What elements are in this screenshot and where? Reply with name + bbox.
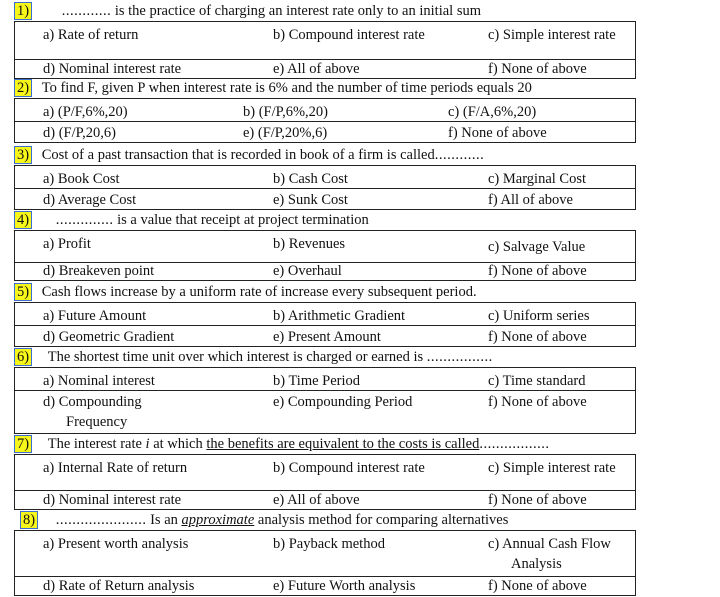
option: a) Future Amount [43,308,147,324]
option: b) Time Period [273,373,361,389]
question-number: 5) [14,283,32,301]
option: e) Present Amount [273,329,381,345]
blank: ................ [426,349,493,365]
options-row [14,258,636,281]
option: f) None of above [488,61,587,77]
question-1 [14,2,710,20]
option: f) None of above [448,125,547,141]
question-number: 8) [20,511,38,529]
options-row [14,324,636,347]
question-text: analysis method for comparing alternatives [254,512,509,528]
question-number: 2) [14,79,32,97]
blank: ............ [61,3,112,19]
option: b) (F/P,6%,20) [243,104,328,120]
question-3 [14,146,710,164]
option: d) Average Cost [43,192,137,208]
question-text: The interest rate [47,436,146,452]
option: c) Time standard [488,373,586,389]
option: a) Profit [43,236,91,252]
options-row [14,120,636,143]
question-6 [14,348,710,366]
question-text-italic: i [145,436,150,452]
options-row [14,454,636,491]
options-row [14,56,636,79]
option: b) Revenues [273,236,346,252]
option: e) Future Worth analysis [273,578,416,594]
option [460,531,635,576]
option: b) Payback method [273,536,385,552]
options-row [14,98,636,122]
question-number: 7) [14,435,32,453]
question-5 [14,283,710,301]
option: d) Rate of Return analysis [43,578,195,594]
question-number: 1) [14,2,32,20]
option: d) Nominal interest rate [43,492,182,508]
question-2 [14,79,710,97]
option: c) Salvage Value [488,239,586,255]
options-row [14,487,636,510]
option: f) None of above [488,263,587,279]
option-line: d) Compounding [43,394,142,410]
option: f) All of above [488,192,573,208]
option: e) All of above [273,61,360,77]
option: f) None of above [488,394,587,410]
option: b) Compound interest rate [273,27,425,43]
option: e) Sunk Cost [273,192,348,208]
option: e) Compounding Period [273,394,413,410]
question-number: 4) [14,211,32,229]
question-text: To find F, given P when interest rate is 6% and the number of time periods equals 20 [41,80,532,96]
option: b) Cash Cost [273,171,348,187]
question-text-emphasis: approximate [181,512,255,528]
option: d) (F/P,20,6) [43,125,116,141]
options-row [14,302,636,326]
option: f) None of above [488,578,587,594]
option: b) Compound interest rate [273,460,425,476]
question-text: is a value that receipt at project termination [117,212,369,228]
option: a) Rate of return [43,27,139,43]
option: a) Internal Rate of return [43,460,188,476]
question-7 [14,435,710,453]
option: f) None of above [488,329,587,345]
option: c) Uniform series [488,308,590,324]
question-text: Cost of a past transaction that is recorded in book of a firm is called [41,147,435,163]
blank: ................. [479,436,550,452]
blank: ............ [434,147,485,163]
question-8 [14,511,710,529]
option: a) Nominal interest [43,373,155,389]
option-line: c) Annual Cash Flow [488,536,611,552]
option: e) (F/P,20%,6) [243,125,328,141]
options-row [14,165,636,189]
question-text: at which [149,436,207,452]
question-number: 6) [14,348,32,366]
question-text: is the practice of charging an interest rate only to an initial sum [114,3,481,19]
options-row [14,21,636,60]
option: a) (P/F,6%,20) [43,104,128,120]
option: f) None of above [488,492,587,508]
option: c) Simple interest rate [488,460,616,476]
option-line: Analysis [511,556,562,572]
question-text: The shortest time unit over which interest is charged or earned is [47,349,424,365]
question-text: Cash flows increase by a uniform rate of increase every subsequent period. [41,284,477,300]
option-line: Frequency [66,414,128,430]
options-row [14,530,636,577]
question-text-underlined: the benefits are equivalent to the costs is called [206,436,480,452]
option: d) Breakeven point [43,263,155,279]
options-row [14,389,636,434]
blank: ...................... [55,512,147,528]
option: e) Overhaul [273,263,342,279]
option: c) (F/A,6%,20) [448,104,537,120]
question-text: Is an [150,512,182,528]
option: b) Arithmetic Gradient [273,308,406,324]
option: a) Present worth analysis [43,536,189,552]
option: d) Geometric Gradient [43,329,175,345]
blank: .............. [55,212,114,228]
option: d) Nominal interest rate [43,61,182,77]
option [15,389,245,433]
option: a) Book Cost [43,171,120,187]
options-row [14,187,636,210]
options-row [14,367,636,391]
options-row [14,573,636,596]
question-4 [14,211,710,229]
option: e) All of above [273,492,360,508]
option: c) Marginal Cost [488,171,586,187]
option: c) Simple interest rate [488,27,616,43]
question-number: 3) [14,146,32,164]
